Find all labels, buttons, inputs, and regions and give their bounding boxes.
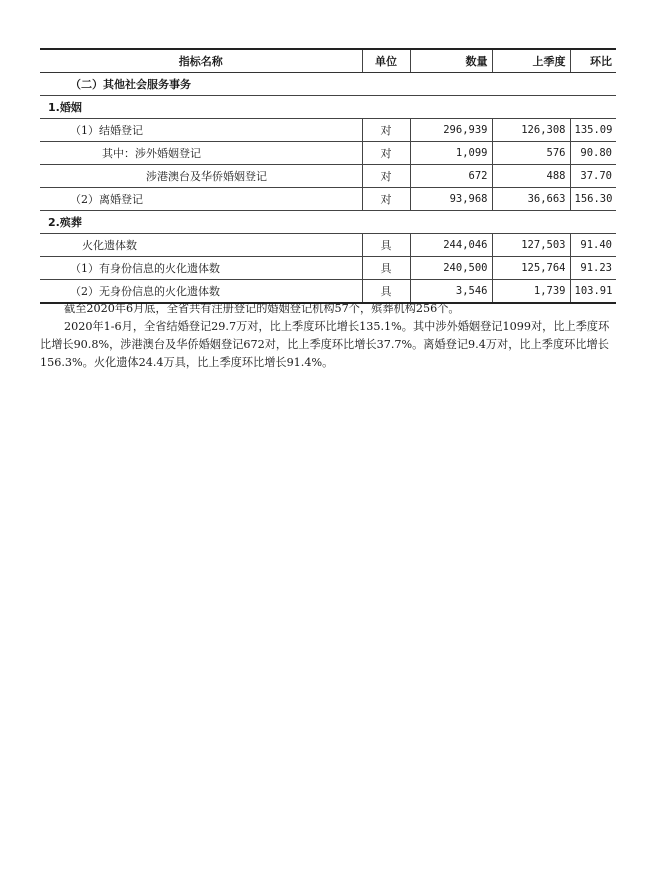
section-row-funeral bbox=[40, 211, 616, 234]
row-previous-quarter: 126,308 bbox=[492, 119, 570, 142]
table-header-row bbox=[40, 49, 616, 73]
row-unit: 对 bbox=[362, 119, 410, 142]
row-ring-ratio: 91.23 bbox=[570, 257, 616, 280]
row-unit: 对 bbox=[362, 142, 410, 165]
row-unit: 具 bbox=[362, 234, 410, 257]
section-title-marriage: 1.婚姻 bbox=[40, 96, 616, 119]
row-count: 3,546 bbox=[410, 280, 492, 304]
table-row bbox=[40, 142, 616, 165]
header-unit: 单位 bbox=[362, 49, 410, 73]
table-row bbox=[40, 119, 616, 142]
header-ring-ratio: 环比 bbox=[570, 49, 616, 73]
header-previous-quarter: 上季度 bbox=[492, 49, 570, 73]
section-row-marriage bbox=[40, 96, 616, 119]
row-name: （2）无身份信息的火化遗体数 bbox=[40, 280, 362, 304]
row-ring-ratio: 156.30 bbox=[570, 188, 616, 211]
row-unit: 对 bbox=[362, 165, 410, 188]
table-row bbox=[40, 257, 616, 280]
row-previous-quarter: 1,739 bbox=[492, 280, 570, 304]
row-previous-quarter: 127,503 bbox=[492, 234, 570, 257]
row-previous-quarter: 36,663 bbox=[492, 188, 570, 211]
row-count: 296,939 bbox=[410, 119, 492, 142]
row-name: （1）结婚登记 bbox=[40, 119, 362, 142]
row-count: 244,046 bbox=[410, 234, 492, 257]
row-previous-quarter: 125,764 bbox=[492, 257, 570, 280]
note-paragraph-summary: 2020年1-6月，全省结婚登记29.7万对，比上季度环比增长135.1%。其中涉外婚姻登记1099对，比上季度环比增长90.8%，涉港澳台及华侨婚姻登记672对，比上季度环比增长37.7%。离婚登记9.4万对，比上季度环比增长156.3%。火化遗体24.4万具，比上季度环比增长91.4%。 bbox=[40, 320, 610, 369]
row-name: 火化遗体数 bbox=[40, 234, 362, 257]
table-row bbox=[40, 234, 616, 257]
row-name: （2）离婚登记 bbox=[40, 188, 362, 211]
row-ring-ratio: 103.91 bbox=[570, 280, 616, 304]
table-row bbox=[40, 188, 616, 211]
row-count: 672 bbox=[410, 165, 492, 188]
section-title-other-social-services: （二）其他社会服务事务 bbox=[40, 73, 616, 96]
table-row bbox=[40, 165, 616, 188]
row-count: 1,099 bbox=[410, 142, 492, 165]
row-name: 其中：涉外婚姻登记 bbox=[40, 142, 362, 165]
row-count: 240,500 bbox=[410, 257, 492, 280]
row-count: 93,968 bbox=[410, 188, 492, 211]
section-title-funeral: 2.殡葬 bbox=[40, 211, 616, 234]
row-ring-ratio: 91.40 bbox=[570, 234, 616, 257]
row-unit: 具 bbox=[362, 257, 410, 280]
row-name: 涉港澳台及华侨婚姻登记 bbox=[40, 165, 362, 188]
row-previous-quarter: 488 bbox=[492, 165, 570, 188]
row-unit: 对 bbox=[362, 188, 410, 211]
note-paragraph-institutions: 截至2020年6月底，全省共有注册登记的婚姻登记机构57个，殡葬机构256个。 bbox=[64, 302, 460, 315]
statistics-table bbox=[40, 48, 616, 304]
row-ring-ratio: 135.09 bbox=[570, 119, 616, 142]
section-row-other-social-services bbox=[40, 73, 616, 96]
row-unit: 具 bbox=[362, 280, 410, 304]
header-count: 数量 bbox=[410, 49, 492, 73]
notes-block bbox=[40, 300, 616, 372]
row-ring-ratio: 90.80 bbox=[570, 142, 616, 165]
row-ring-ratio: 37.70 bbox=[570, 165, 616, 188]
header-indicator-name: 指标名称 bbox=[40, 49, 362, 73]
row-previous-quarter: 576 bbox=[492, 142, 570, 165]
row-name: （1）有身份信息的火化遗体数 bbox=[40, 257, 362, 280]
